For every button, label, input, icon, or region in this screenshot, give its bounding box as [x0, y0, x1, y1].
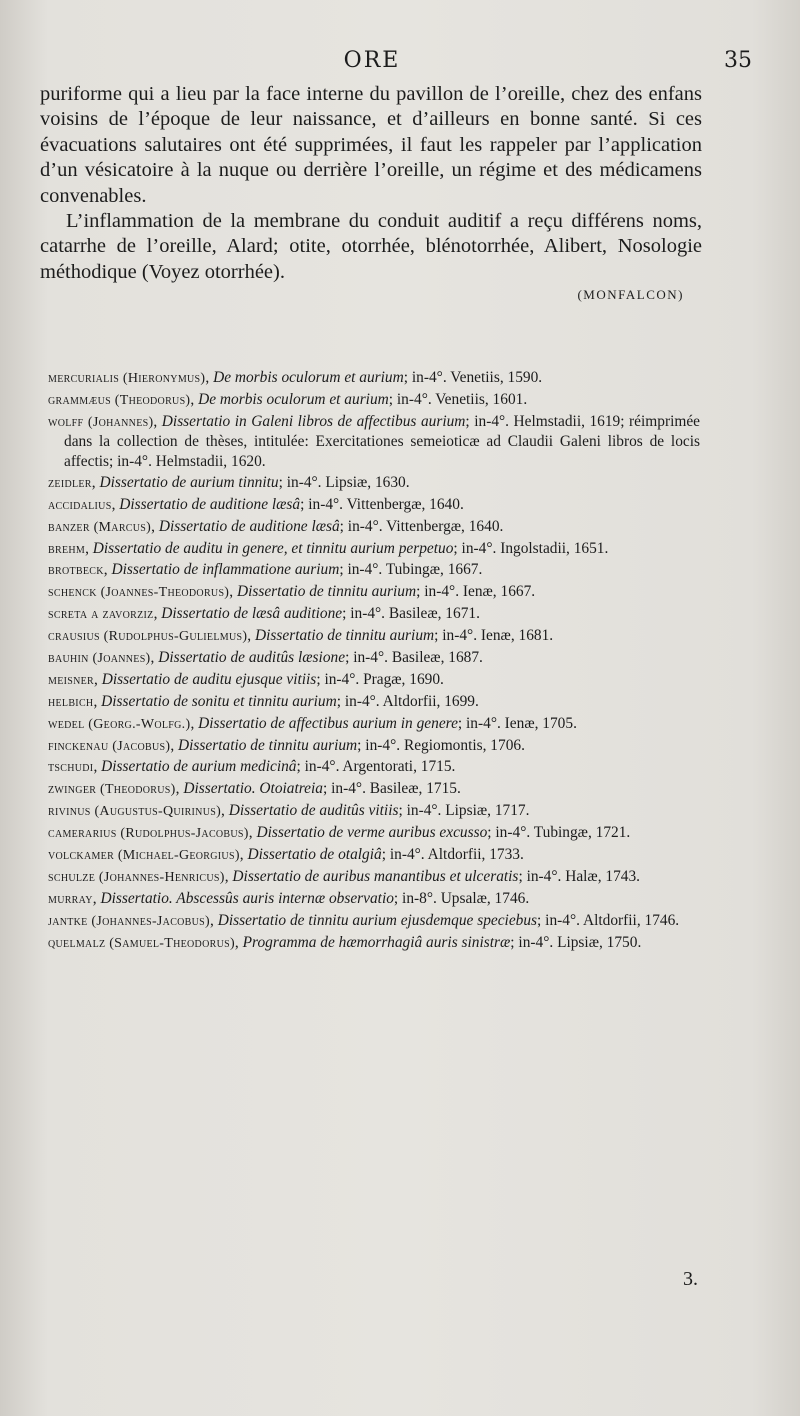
running-head: ORE	[343, 48, 401, 73]
entry-details: in-4°. Tubingæ, 1667.	[347, 561, 483, 579]
entry-title: Dissertatio de auditûs vitiis	[228, 802, 399, 820]
bibliography-entry: accidalius, Dissertatio de auditione læsâ; in-4°. Vittenbergæ, 1640.	[48, 495, 464, 513]
bibliography-entry: murray, Dissertatio. Abscessûs auris internæ observatio; in-8°. Upsalæ, 1746.	[48, 889, 530, 907]
entry-title: Dissertatio de auditu ejusque vitiis	[101, 670, 317, 688]
entry-details: in-4°. Altdorfii, 1746.	[545, 911, 680, 929]
bibliography-entry: banzer (Marcus), Dissertatio de auditione læsâ; in-4°. Vittenbergæ, 1640.	[48, 517, 504, 535]
bibliography-entry: finckenau (Jacobus), Dissertatio de tinnitu aurium; in-4°. Regiomontis, 1706.	[48, 736, 525, 754]
entry-author: jantke (Johannes-Jacobus)	[48, 913, 211, 929]
bibliography-entry: zeidler, Dissertatio de aurium tinnitu; in-4°. Lipsiæ, 1630.	[48, 473, 410, 491]
entry-title: Dissertatio de tinnitu aurium	[236, 583, 417, 601]
entry-details: in-4°. Ingolstadii, 1651.	[461, 539, 609, 557]
entry-title: Dissertatio de auditione læsâ	[119, 495, 301, 513]
entry-title: Dissertatio de affectibus aurium in genere	[198, 714, 458, 732]
entry-title: Dissertatio de sonitu et tinnitu aurium	[101, 692, 337, 710]
entry-details: in-4°. Venetiis, 1590.	[411, 369, 543, 386]
entry-author: brehm	[48, 541, 86, 557]
entry-title: Dissertatio de tinnitu aurium	[178, 736, 358, 754]
bibliography-entry: grammæus (Theodorus), De morbis oculorum et aurium; in-4°. Venetiis, 1601.	[48, 390, 528, 408]
entry-title: Dissertatio de auditione læsâ	[158, 517, 340, 535]
entry-title: Dissertatio in Galeni libros de affectibus aurium	[161, 412, 466, 430]
bibliography-entry: bauhin (Joannes), Dissertatio de auditûs læsione; in-4°. Basileæ, 1687.	[48, 648, 483, 666]
entry-title: Dissertatio de auribus manantibus et ulceratis	[232, 867, 519, 885]
entry-author: zwinger (Theodorus)	[48, 782, 176, 798]
entry-title: Dissertatio de aurium tinnitu	[99, 473, 279, 491]
entry-details: in-4°. Ienæ, 1667.	[424, 583, 536, 601]
entry-author: grammæus (Theodorus)	[48, 392, 191, 408]
entry-author: accidalius	[48, 497, 112, 513]
bibliography-entry: wedel (Georg.-Wolfg.), Dissertatio de affectibus aurium in genere; in-4°. Ienæ, 1705.	[48, 714, 577, 732]
entry-author: zeidler	[48, 475, 92, 491]
entry-details: in-4°. Lipsiæ, 1750.	[518, 933, 642, 951]
entry-title: Dissertatio de verme auribus excusso	[256, 824, 488, 842]
entry-details: in-4°. Altdorfii, 1733.	[389, 846, 524, 863]
paragraph: L’inflammation de la membrane du conduit auditif a reçu différens noms, catarrhe de l’oreille, Alard; otite, otorrhée, blénotorrhée, Alibert, Nosologie méthodique (Voyez otorrhée).	[40, 210, 702, 283]
entry-author: bauhin (Joannes)	[48, 650, 151, 666]
bibliography-entry: zwinger (Theodorus), Dissertatio. Otoiatreia; in-4°. Basileæ, 1715.	[48, 780, 461, 798]
entry-title: Dissertatio de tinnitu aurium	[255, 627, 435, 645]
paragraph: puriforme qui a lieu par la face interne du pavillon de l’oreille, chez des enfans voisins de l’époque de leur naissance, et d’ailleurs en bonne santé. Si ces évacuations salutaires ont été supprimées, il faut les rappeler par l’application d’un vésicatoire à la nuque ou derrière l’oreille, un régime et des médicamens convenables.	[40, 83, 702, 207]
entry-details: in-4°. Lipsiæ, 1630.	[286, 473, 410, 491]
entry-details: in-4°. Basileæ, 1687.	[353, 648, 483, 666]
entry-details: in-4°. Tubingæ, 1721.	[495, 824, 631, 842]
entry-details: in-4°. Venetiis, 1601.	[396, 390, 528, 408]
entry-title: Dissertatio de auditûs læsione	[158, 648, 346, 666]
entry-details: in-4°. Basileæ, 1671.	[350, 605, 480, 623]
entry-author: rivinus (Augustus-Quirinus)	[48, 804, 222, 820]
entry-details: in-4°. Altdorfii, 1699.	[344, 692, 479, 710]
entry-author: schenck (Joannes-Theodorus)	[48, 585, 230, 601]
entry-author: brotbeck	[48, 563, 104, 579]
bibliography	[48, 368, 700, 954]
bibliography-entry: rivinus (Augustus-Quirinus), Dissertatio de auditûs vitiis; in-4°. Lipsiæ, 1717.	[48, 802, 530, 820]
bibliography-entry: wolff (Johannes), Dissertatio in Galeni libros de affectibus aurium; in-4°. Helmstadii, 1619; réimprimée dans la collection de thèses, intitulée: Exercitationes semeioticæ ad Claudii Galeni libros de locis affectis; in-4°. Helmstadii, 1620.	[48, 412, 700, 470]
author-signature: (MONFALCON)	[577, 287, 684, 303]
entry-details: in-4°. Basileæ, 1715.	[331, 780, 461, 798]
entry-title: De morbis oculorum et aurium	[213, 369, 404, 386]
entry-author: wolff (Johannes)	[48, 414, 154, 430]
entry-author: screta a zavorziz	[48, 607, 154, 623]
entry-author: mercurialis (Hieronymus)	[48, 371, 206, 386]
entry-title: De morbis oculorum et aurium	[198, 390, 389, 408]
entry-title: Dissertatio de inflammatione aurium	[111, 561, 340, 579]
bibliography-entry: brotbeck, Dissertatio de inflammatione aurium; in-4°. Tubingæ, 1667.	[48, 561, 483, 579]
signature-mark: 3.	[683, 1268, 698, 1290]
entry-author: banzer (Marcus)	[48, 519, 152, 535]
bibliography-entry: meisner, Dissertatio de auditu ejusque vitiis; in-4°. Pragæ, 1690.	[48, 670, 444, 688]
entry-details: in-4°. Vittenbergæ, 1640.	[308, 495, 464, 513]
entry-details: in-4°. Vittenbergæ, 1640.	[347, 517, 504, 535]
bibliography-entry: quelmalz (Samuel-Theodorus), Programma de hæmorrhagiâ auris sinistræ; in-4°. Lipsiæ, 1750.	[48, 933, 642, 951]
entry-author: camerarius (Rudolphus-Jacobus)	[48, 826, 249, 842]
entry-details: in-4°. Ienæ, 1681.	[442, 627, 554, 645]
page-number: 35	[724, 48, 752, 73]
bibliography-entry: crausius (Rudolphus-Gulielmus), Dissertatio de tinnitu aurium; in-4°. Ienæ, 1681.	[48, 627, 554, 645]
entry-author: murray	[48, 891, 93, 907]
entry-details: in-4°. Lipsiæ, 1717.	[406, 802, 530, 820]
bibliography-entry: schulze (Johannes-Henricus), Dissertatio de auribus manantibus et ulceratis; in-4°. Halæ, 1743.	[48, 867, 641, 885]
bibliography-entry: brehm, Dissertatio de auditu in genere, et tinnitu aurium perpetuo; in-4°. Ingolstadii, 1651.	[48, 539, 609, 557]
entry-details: in-4°. Helmstadii, 1619; réimprimée dans la collection de thèses, intitulée: Exercitationes semeioticæ ad Claudii Galeni libros de locis affectis; in-4°. Helmstadii, 1620.	[64, 412, 700, 470]
entry-author: schulze (Johannes-Henricus)	[48, 869, 225, 885]
article-body	[40, 82, 702, 303]
entry-details: in-4°. Argentorati, 1715.	[304, 758, 456, 776]
bibliography-entry: mercurialis (Hieronymus), De morbis oculorum et aurium; in-4°. Venetiis, 1590.	[48, 369, 543, 386]
entry-author: finckenau (Jacobus)	[48, 738, 171, 754]
bibliography-entry: screta a zavorziz, Dissertatio de læsâ auditione; in-4°. Basileæ, 1671.	[48, 605, 480, 623]
entry-author: quelmalz (Samuel-Theodorus)	[48, 935, 235, 951]
entry-details: in-4°. Regiomontis, 1706.	[365, 736, 525, 754]
entry-details: in-4°. Ienæ, 1705.	[466, 714, 577, 732]
entry-author: helbich	[48, 694, 94, 710]
entry-author: tschudi	[48, 760, 94, 776]
entry-details: in-4°. Pragæ, 1690.	[324, 670, 444, 688]
bibliography-entry: tschudi, Dissertatio de aurium medicinâ; in-4°. Argentorati, 1715.	[48, 758, 456, 776]
bibliography-entry: camerarius (Rudolphus-Jacobus), Dissertatio de verme auribus excusso; in-4°. Tubingæ, 1721.	[48, 824, 631, 842]
entry-author: wedel (Georg.-Wolfg.)	[48, 716, 191, 732]
entry-author: volckamer (Michael-Georgius)	[48, 848, 240, 863]
entry-details: in-8°. Upsalæ, 1746.	[402, 889, 530, 907]
entry-title: Dissertatio de aurium medicinâ	[101, 758, 297, 776]
entry-title: Dissertatio de otalgiâ	[247, 846, 382, 863]
entry-author: crausius (Rudolphus-Gulielmus)	[48, 629, 248, 645]
entry-author: meisner	[48, 672, 94, 688]
entry-title: Dissertatio de læsâ auditione	[161, 605, 343, 623]
bibliography-entry: jantke (Johannes-Jacobus), Dissertatio de tinnitu aurium ejusdemque speciebus; in-4°. Altdorfii, 1746.	[48, 911, 680, 929]
entry-title: Dissertatio de auditu in genere, et tinnitu aurium perpetuo	[92, 539, 454, 557]
entry-title: Dissertatio. Otoiatreia	[183, 780, 323, 798]
bibliography-entry: schenck (Joannes-Theodorus), Dissertatio de tinnitu aurium; in-4°. Ienæ, 1667.	[48, 583, 536, 601]
bibliography-entry: volckamer (Michael-Georgius), Dissertatio de otalgiâ; in-4°. Altdorfii, 1733.	[48, 846, 524, 863]
entry-title: Dissertatio de tinnitu aurium ejusdemque speciebus	[217, 911, 538, 929]
page-header	[40, 48, 752, 80]
entry-title: Dissertatio. Abscessûs auris internæ observatio	[100, 889, 394, 907]
entry-title: Programma de hæmorrhagiâ auris sinistræ	[242, 933, 511, 951]
entry-details: in-4°. Halæ, 1743.	[526, 867, 641, 885]
bibliography-entry: helbich, Dissertatio de sonitu et tinnitu aurium; in-4°. Altdorfii, 1699.	[48, 692, 479, 710]
